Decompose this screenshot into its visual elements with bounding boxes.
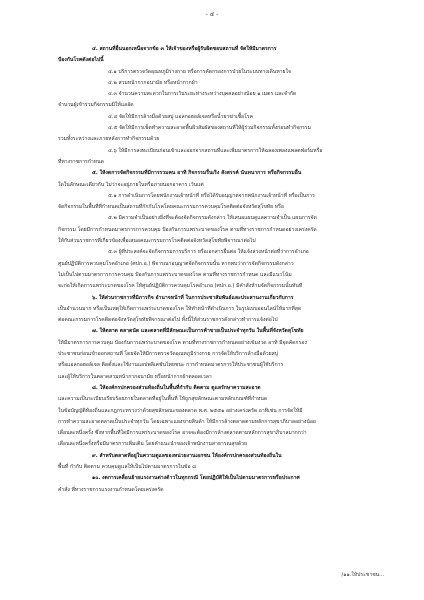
paragraph-line: และผู้ให้บริการในตลาดสวมหน้ากากอนามัย หรือหน้ากากผ้าตลอดเวลา (58, 373, 212, 380)
document-body (58, 44, 384, 496)
paragraph-line: รวมทั้งระหว่างและภายหลังการทำกิจกรรมด้วย (58, 136, 160, 143)
paragraph (58, 146, 384, 169)
paragraph-line: ๗. ให้ตลาด ตลาดนัด และตลาดที่มีลักษณะเป็นการค้าขายเป็นประจำทุกวัน ในพื้นที่จังหวัดสุโขทัย (92, 328, 304, 335)
paragraph (58, 247, 384, 292)
paragraph-line: เดือนละหนึ่งครั้ง ซึ่งหากพื้นที่ใดมีการแพร่ระบาดของโรค อาจจะต้องมีการล้างตลาดตามหลักการสุขาภิบาลมากกว่า (58, 430, 307, 437)
paragraph (58, 112, 384, 123)
paragraph (58, 293, 384, 327)
paragraph (58, 78, 384, 89)
paragraph (58, 473, 384, 496)
paragraph-line: ๖. ให้ส่วนราชการที่มีภารกิจ อำนาจหน้าที่ ในการประชาสัมพันธ์และประสานงานเกี่ยวกับการ (92, 294, 294, 301)
paragraph (58, 89, 384, 112)
paragraph-line: คำสั่ง ที่ทางราชการแรงงานกำหนดโดยเคร่งครัด (58, 486, 164, 493)
paragraph-line: ใดในลักษณะเดียวกัน ไม่ว่าจะอยู่ภายในหรือภายนอกอาคาร เว้นแต่ (58, 181, 204, 188)
paragraph-line: ให้กับส่วนราชการที่เกี่ยวข้องเพื่อเสนอคณะกรรมการโรคติดต่อจังหวัดสุโขทัยพิจารณาต่อไป (58, 238, 256, 245)
paragraph-line: ให้มีมาตรการการควบคุม ป้องกันการแพร่ระบาดของโรค ตามที่ทางราชการกำหนดอย่างเข้มงวด อาทิ มีจุดคัดกรอง (58, 339, 307, 346)
paragraph (58, 123, 384, 146)
paragraph-line: ไม่เป็นไปตามมาตรการการควบคุม ป้องกันการแพร่ระบาดของโรค ตามที่ทางราชการกำหนด และมีแนวโน้ม (58, 271, 292, 278)
paragraph-line: ๔.๓ จำนวนความสะดวกในการเว้นระยะห่างระหว่างบุคคลอย่างน้อย ๑ เมตร และจำกัด (108, 91, 297, 98)
paragraph-line: ๔.๑ บริการตรวจวัดอุณหภูมิร่างกาย หรือการคัดกรองการป่วยในระบบทางเดินหายใจ (108, 68, 292, 75)
paragraph-line: ๔.๒ สวมหน้ากากอนามัย หรือหน้ากากผ้า (108, 79, 198, 86)
paragraph-line: ๕. ให้งดการจัดกิจกรรมที่มีการรวมคน อาทิ กิจกรรมรื่นเริง สังสรรค์ นันทนาการ หรือกิจกรรมอื่น (92, 170, 302, 177)
paragraph-line: ๕.๑ การดำเนินการโดยพนักงานเจ้าหน้าที่ หรือได้รับอนุญาตจากพนักงานเจ้าหน้าที่ หรือเป็นการ (108, 192, 315, 199)
paragraph-line: ๔. สถานที่อื่นนอกเหนือจากข้อ ๓ ให้เจ้าของหรือผู้รับผิดชอบสถานที่ จัดให้มีมาตรการ (92, 46, 277, 52)
paragraph-line: การทำความสะอาดตลาดเป็นประจำทุกวัน โดยเฉพาะแผงขายสินค้า ให้มีการล้างตลาดตามหลักการสุขาภิบาลอย่างน้อย (58, 418, 316, 425)
paragraph-line: ๕.๒ มีความจำเป็นอย่างยิ่งที่จะต้องจัดกิจกรรมดังกล่าว ให้เสนอแผนดูแลความจำเป็น แผนการจัด (108, 215, 317, 222)
paragraph-line: ป้องกันโรคดังต่อไปนี้ (58, 57, 104, 64)
paragraph-line: ต่อคณะกรรมการโรคติดต่อจังหวัดสุโขทัยพิจารณาต่อไป ทั้งนี้ให้ส่วนราชการดังกล่าวทำการแจ้งต่อไป (58, 317, 278, 324)
paragraph-line: เป็นจำนวนมาก หรือเป็นเหตุให้เกิดการแพร่ระบาดของโรค ให้ทำหน้าที่ดำเนินการ ในรูปแบบออนไลน์ให้มากที่สุด (58, 305, 302, 312)
paragraph-line: หรือแอลกอฮอล์เจล ติดตั้งและใช้งานแอปพลิเคชันไทยชนะ การกำหนดมาตรการให้ประชาชนผู้ใช้บริการ (58, 362, 284, 369)
continuation-note: /๑๑.ให้ประชาชน... (341, 572, 384, 578)
paragraph-line: ๕.๓ ผู้ที่ประสงค์จะจัดกิจกรรมการบริการ หรือเอกสารยื่นต่อ ให้แจ้งล่วงหน้าต่อที่ว่าการอำเภอ (108, 249, 309, 256)
paragraph-line: ๔.๔ จัดให้มีการล้างมือด้วยสบู่ แอลกอฮอล์เจลหรือน้ำยาฆ่าเชื้อโรค (108, 113, 253, 120)
paragraph (58, 191, 384, 214)
page-number: - ๕ - (205, 11, 219, 18)
paragraph (58, 67, 384, 78)
paragraph-line: กิจกรรม โดยมีการกำหนดมาตรการการควบคุม ป้องกันการแพร่ระบาดของโรค ตามที่ทางราชการกำหนดอย่างเคร่งครัด (58, 226, 317, 233)
paragraph-line: ในข้อบัญญัติท้องถิ่นและกฎกระทรวงว่าด้วยสุขลักษณะของตลาด พ.ศ. ๒๕๕๑ อย่างเคร่งครัด อาทิเช่น การจัดให้มี (58, 407, 303, 414)
paragraph-line: ๙. สำหรับตลาดที่อยู่ในความดูแลของหน่วยงานเอกชน ให้องค์กรปกครองส่วนท้องถิ่นใน (92, 452, 282, 459)
paragraph-line: จำนวนผู้เข้าร่วมกิจกรรมมิให้แออัด (58, 102, 134, 109)
paragraph-line: ที่ทางราชการกำหนด (58, 158, 104, 165)
paragraph (58, 451, 384, 474)
paragraph-line: ศูนย์ปฏิบัติการควบคุมโรคอำเภอ (ศปก.อ.) พิจารณาอนุญาตจัดกิจกรรมนั้น หากพบว่าการจัดกิจกรรมดังกล่าว (58, 260, 294, 267)
paragraph-line: ๔.๖ ให้มีการลงทะเบียนก่อนเข้าและออกจากสถานที่และเพิ่มมาตรการให้ฉลองเพลงแพลตฟอร์มหรือ (108, 147, 323, 154)
paragraph (58, 44, 384, 67)
paragraph (58, 326, 384, 382)
paragraph-line: พื้นที่ กำกับ ติดตาม ควบคุมดูแลให้เป็นไปตามมาตรการในข้อ ๘ (58, 463, 197, 470)
paragraph-line: จะก่อให้เกิดการแพร่ระบาดของโรค ให้ศูนย์ปฏิบัติการควบคุมโรคอำเภอ (ศปก.อ.) มีคำสั่งห้ามจัดกิจกรรมนั้นทันที (58, 283, 303, 290)
paragraph-line: ประชาชนก่อนเข้าออกสถานที่ โดยจัดให้มีการตรวจวัดอุณหภูมิร่างกาย การจัดให้บริการล้างมือด้วยสบู่ (58, 351, 278, 358)
paragraph (58, 168, 384, 191)
paragraph-line: เดือนละหนึ่งครั้งหรือมีมาตรการเพิ่มเติม โดยคำแนะนำของเจ้าพนักงานสาธารณสุขด้วย (58, 441, 247, 448)
paragraph-line: ๘. ให้องค์กรปกครองส่วนท้องถิ่นในพื้นที่กำกับ ติดตาม ดูแลรักษาความสะอาด (92, 384, 261, 391)
paragraph-line: จัดกิจกรรมในพื้นที่ที่กำหนดเป็นสถานที่กักกันโรคโดยคณะกรรมการควบคุมโรคติดต่อจังหวัดสุโขทัย หรือ (58, 204, 284, 211)
paragraph-line: ๔.๕ จัดให้มีการเช็ดทำความสะอาดพื้นผิวสัมผัสของสถานที่ให้ผู้ร่วมกิจกรรมทั้งก่อนทำกิจกรรม (108, 125, 312, 132)
paragraph-line: ๑๐. งดการเคลื่อนย้ายแรงงานต่างด้าวในทุกกรณี โดยปฏิบัติให้เป็นไปตามมาตรการหรือประกาศ (92, 475, 300, 482)
paragraph (58, 213, 384, 247)
paragraph-line: และความเป็นระเบียบเรียบร้อยภายในตลาดที่อยู่ในพื้นที่ ให้ถูกสุขลักษณะตามหลักเกณฑ์ที่กำหนด (58, 396, 268, 403)
paragraph (58, 383, 384, 451)
